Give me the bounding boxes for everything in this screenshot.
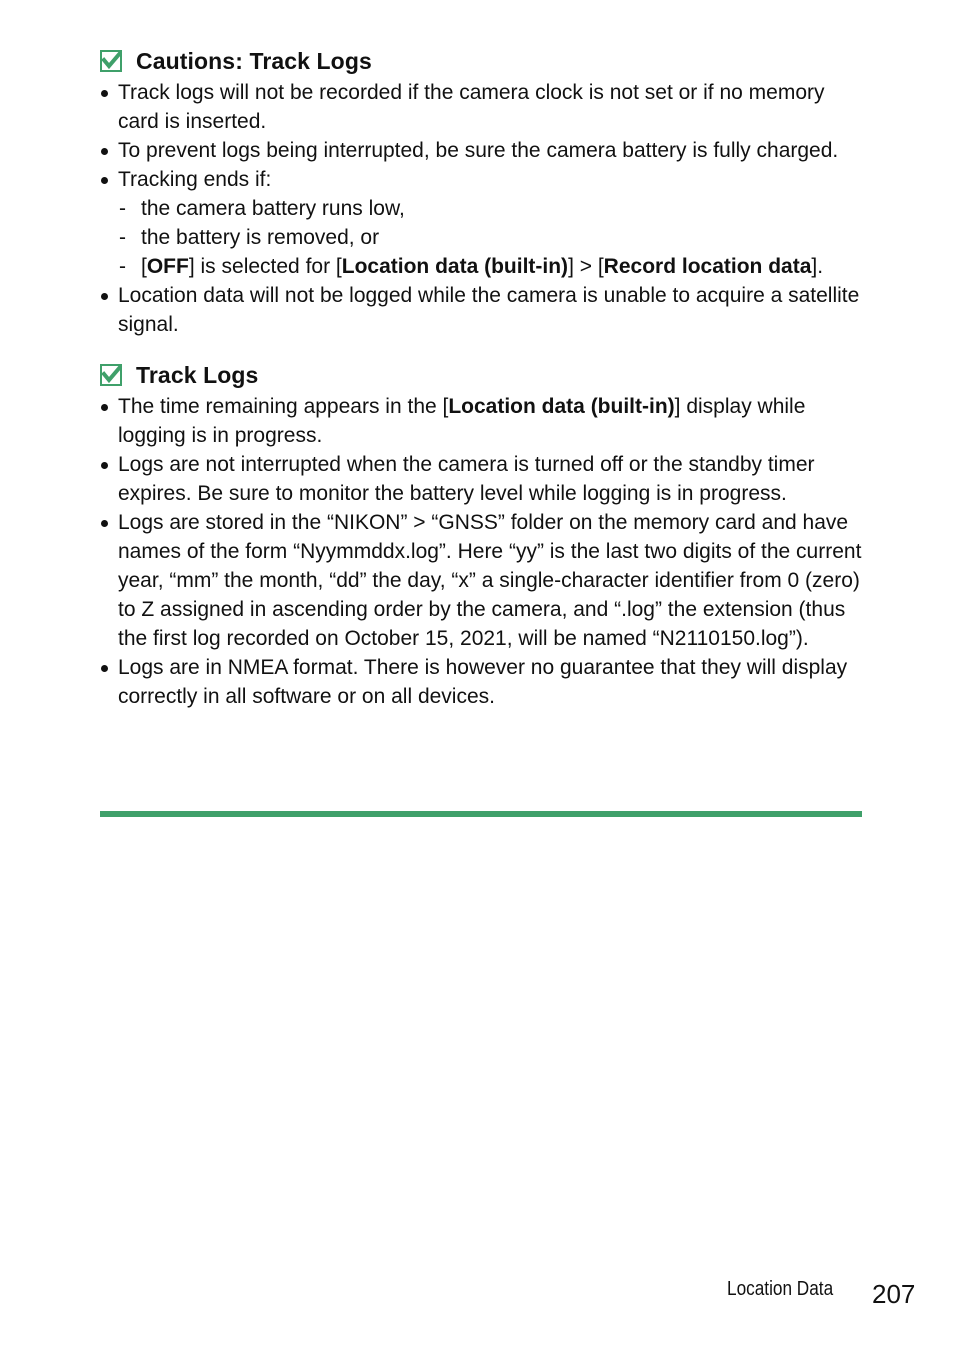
section-divider bbox=[100, 811, 862, 817]
checkmark-icon bbox=[100, 364, 122, 386]
bullet-list bbox=[100, 78, 862, 339]
list-item: Track logs will not be recorded if the camera clock is not set or if no memory card is inserted. bbox=[100, 78, 862, 136]
list-item: Logs are not interrupted when the camera is turned off or the standby timer expires. Be sure to monitor the battery level while logging is in progress. bbox=[100, 450, 862, 508]
list-item: Logs are in NMEA format. There is however no guarantee that they will display correctly in all software or on all devices. bbox=[100, 653, 862, 711]
page-content bbox=[100, 44, 862, 711]
text-fragment: ] display while logging is in progress. bbox=[118, 395, 806, 447]
section-title: Cautions: Track Logs bbox=[136, 47, 372, 74]
page-number: 207 bbox=[872, 1279, 916, 1309]
menu-item-location-data: Location data (built-in) bbox=[341, 255, 569, 278]
list-item: Location data will not be logged while the camera is unable to acquire a satellite signal. bbox=[100, 281, 862, 339]
text-fragment: [ bbox=[141, 255, 147, 278]
list-item: Logs are stored in the “NIKON” > “GNSS” folder on the memory card and have names of the form “Nyymmddx.log”. Here “yy” is the last two digits of the current year, “mm” the month, “dd” the day, “x” a single-character identifier from 0 (zero) to Z assigned in ascending order by the camera, and “.log” the extension (thus the first log recorded on October 15, 2021, will be named “N2110150.log”). bbox=[100, 508, 862, 653]
text-fragment: ] > [ bbox=[568, 255, 604, 278]
menu-item-record-location-data: Record location data bbox=[603, 255, 812, 278]
text-fragment: ] is selected for [ bbox=[188, 255, 342, 278]
text-fragment: ]. bbox=[811, 255, 824, 278]
sub-list bbox=[118, 194, 862, 281]
list-item: To prevent logs being interrupted, be sure the camera battery is fully charged. bbox=[100, 136, 862, 165]
section-heading-track-logs bbox=[100, 358, 862, 392]
list-item-text: Tracking ends if: bbox=[118, 168, 272, 191]
section-title: Track Logs bbox=[136, 361, 259, 388]
text-fragment: The time remaining appears in the [ bbox=[118, 395, 449, 418]
menu-item-location-data: Location data (built-in) bbox=[448, 395, 675, 418]
list-item bbox=[100, 392, 862, 450]
footer-section-label: Location Data bbox=[727, 1278, 834, 1300]
sub-list-item: - the camera battery runs low, bbox=[118, 194, 862, 223]
checkmark-icon bbox=[100, 50, 122, 72]
menu-option-off: OFF bbox=[146, 255, 189, 278]
bullet-list bbox=[100, 392, 862, 711]
sub-list-item: - the battery is removed, or bbox=[118, 223, 862, 252]
list-item bbox=[100, 165, 862, 281]
section-heading-cautions bbox=[100, 44, 862, 78]
sub-list-item bbox=[118, 252, 862, 281]
